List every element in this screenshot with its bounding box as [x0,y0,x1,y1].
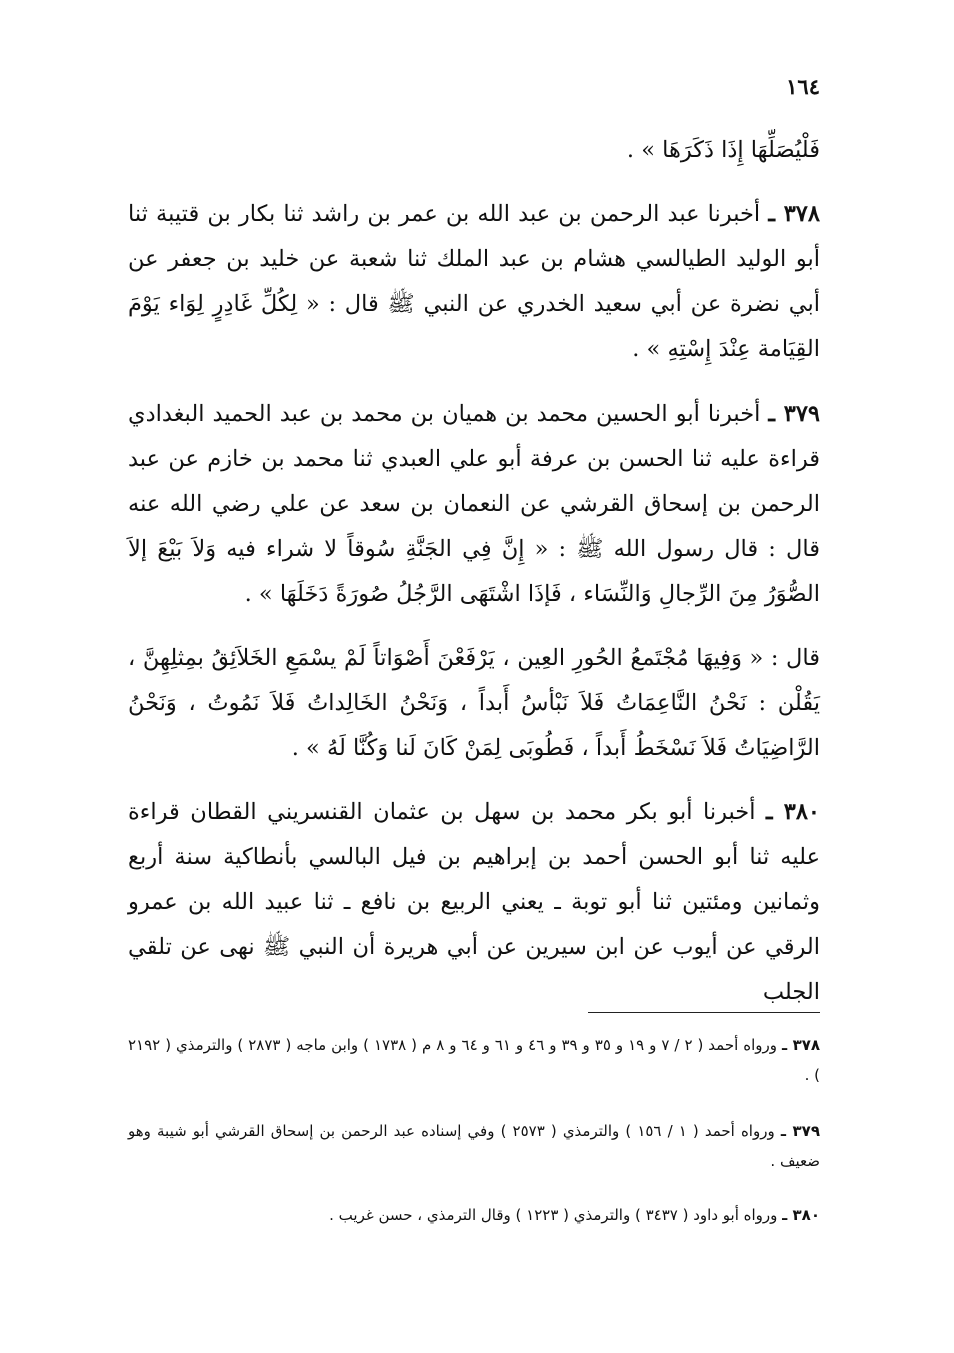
hadith-379-quote-paragraph: قال : « وَفِيهَا مُجْتَمعُ الحُورِ العِين ، يَرْفَعْنَ أَصْوَاتاً لَمْ يسْمَعِ الخَلاَئِقُ بمِثلِهِنَّ ، يَقُلْن : نَحْنُ النَّاعِمَاتُ فَلاَ نَبْأسُ أَبداً ، وَنَحْنُ الخَالِداتُ فَلاَ نَمُوتُ ، وَنَحْنُ الرَّاضِيَاتُ فَلاَ نَسْخَطُ أَبداً ، فَطُوبَى لِمَنْ كَانَ لَنا وَكُنَّا لَهُ » . [128,645,820,761]
hadith-379-paragraph [128,392,820,617]
hadith-378-paragraph [128,192,820,372]
footnote-379 [128,1116,820,1176]
footnote-separator [588,1012,820,1013]
footnote-text: ورواه أبو داود ( ٣٤٣٧ ) والترمذي ( ١٢٢٣ ) وقال الترمذي ، حسن غريب . [329,1206,778,1224]
hadith-text: أخبرنا أبو بكر محمد بن سهل بن عثمان القنسريني القطان قراءة عليه ثنا أبو الحسن أحمد بن إبراهيم بن فيل البالسي بأنطاكية سنة أربع وثمانين ومئتين ثنا أبو توبة ـ يعني الربيع بن نافع ـ ثنا عبيد الله بن عمرو الرقي عن أيوب عن ابن سيرين عن أبي هريرة أن النبي ﷺ نهى عن تلقي الجلب [128,799,820,1005]
footnote-number: ٣٨٠ ـ [782,1206,820,1224]
hadith-number: ٣٧٨ ـ [768,201,820,227]
page-number: ١٦٤ [786,74,820,99]
hadith-text: أخبرنا أبو الحسين محمد بن هميان بن محمد بن عبد الحميد البغدادي قراءة عليه ثنا الحسن بن عرفة أبو علي العبدي ثنا محمد بن خازم عن عبد الرحمن بن إسحاق القرشي عن النعمان بن سعد عن علي رضي الله عنه قال : قال رسول الله ﷺ : « إِنَّ فِي الجَنَّةِ سُوقاً لا شراء فيه وَلاَ بَيْعَ إلاَ الصُّوَرُ مِنَ الرِّجالِ وَالنِّسَاء ، فَإذَا اشْتَهَى الرَّجُلُ صُورَةً دَخَلَهَا » . [128,401,820,607]
footnote-378 [128,1030,820,1090]
footnote-text: ورواه أحمد ( ٢ / ٧ و ١٩ و ٣٥ و ٣٩ و ٤٦ و ٦١ و ٦٤ و ٨ م ( ١٧٣٨ ) وابن ماجه ( ٢٨٧٣ ) والترمذي ( ٢١٩٢ ) . [128,1036,820,1084]
footnote-380 [128,1200,820,1230]
footnote-text: ورواه أحمد ( ١ / ١٥٦ ) والترمذي ( ٢٥٧٣ ) وفي إسناده عبد الرحمن بن إسحاق القرشي أبو شيبة وهو ضعيف . [128,1122,820,1170]
hadith-number: ٣٨٠ ـ [765,799,820,825]
footnote-number: ٣٧٨ ـ [782,1036,821,1054]
hadith-number: ٣٧٩ ـ [768,401,820,427]
hadith-380-paragraph [128,790,820,1015]
continuation-paragraph: فَلْيُصَلِّهَا إِذَا ذَكَرَهَا » . [626,137,820,163]
footnote-number: ٣٧٩ ـ [780,1122,820,1140]
hadith-text: أخبرنا عبد الرحمن بن عبد الله بن عمر بن راشد ثنا بكار بن قتيبة ثنا أبو الوليد الطيالسي هشام بن عبد الملك ثنا شعبة عن خليد بن جعفر عن أبي نضرة عن أبي سعيد الخدري عن النبي ﷺ قال : « لِكُلِّ غَادِرٍ لِوَاء يَوْمَ القِيَامة عِنْدَ إِسْتِهِ » . [128,201,820,362]
